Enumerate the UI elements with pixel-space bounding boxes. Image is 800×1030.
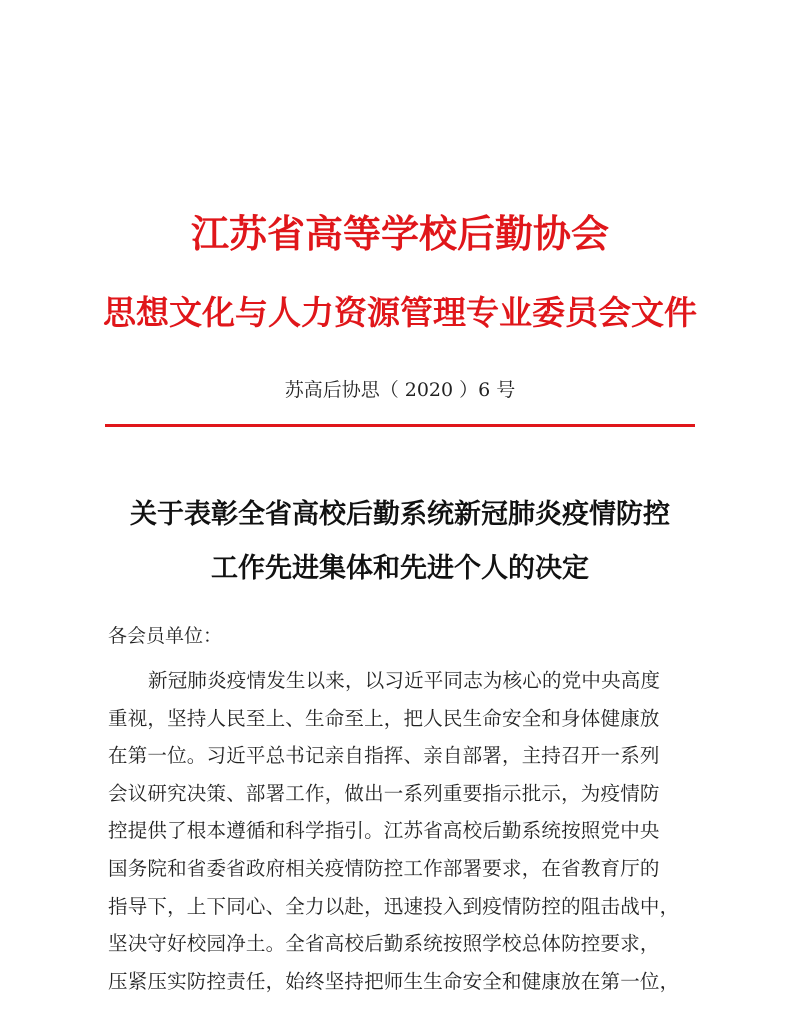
body-line: 会议研究决策、部署工作，做出一系列重要指示批示，为疫情防 xyxy=(108,781,660,805)
body-line: 在第一位。习近平总书记亲自指挥、亲自部署，主持召开一系列 xyxy=(108,744,660,768)
body-line: 控提供了根本遵循和科学指引。江苏省高校后勤系统按照党中央 xyxy=(108,819,660,843)
body-line: 指导下，上下同心、全力以赴，迅速投入到疫情防控的阻击战中， xyxy=(108,894,680,918)
body-line: 国务院和省委省政府相关疫情防控工作部署要求，在省教育厅的 xyxy=(108,856,660,880)
body-line: 重视，坚持人民至上、生命至上，把人民生命安全和身体健康放 xyxy=(108,706,660,730)
body-paragraph xyxy=(108,662,704,1000)
body-line: 压紧压实防控责任，始终坚持把师生生命安全和健康放在第一位， xyxy=(108,969,680,993)
body-line: 坚决守好校园净土。全省高校后勤系统按照学校总体防控要求， xyxy=(108,932,660,956)
document-title-line-2: 工作先进集体和先进个人的决定 xyxy=(211,553,589,584)
red-divider-line xyxy=(105,424,695,427)
document-title-line-1: 关于表彰全省高校后勤系统新冠肺炎疫情防控 xyxy=(130,499,670,530)
salutation: 各会员单位： xyxy=(108,625,223,647)
document-number: 苏高后协思（ 2020 ）6 号 xyxy=(284,379,516,401)
body-line: 新冠肺炎疫情发生以来，以习近平同志为核心的党中央高度 xyxy=(148,669,661,692)
document-title xyxy=(0,488,800,596)
issuer-name: 江苏省高等学校后勤协会 xyxy=(190,211,609,256)
issuer-committee: 思想文化与人力资源管理专业委员会文件 xyxy=(103,293,697,332)
